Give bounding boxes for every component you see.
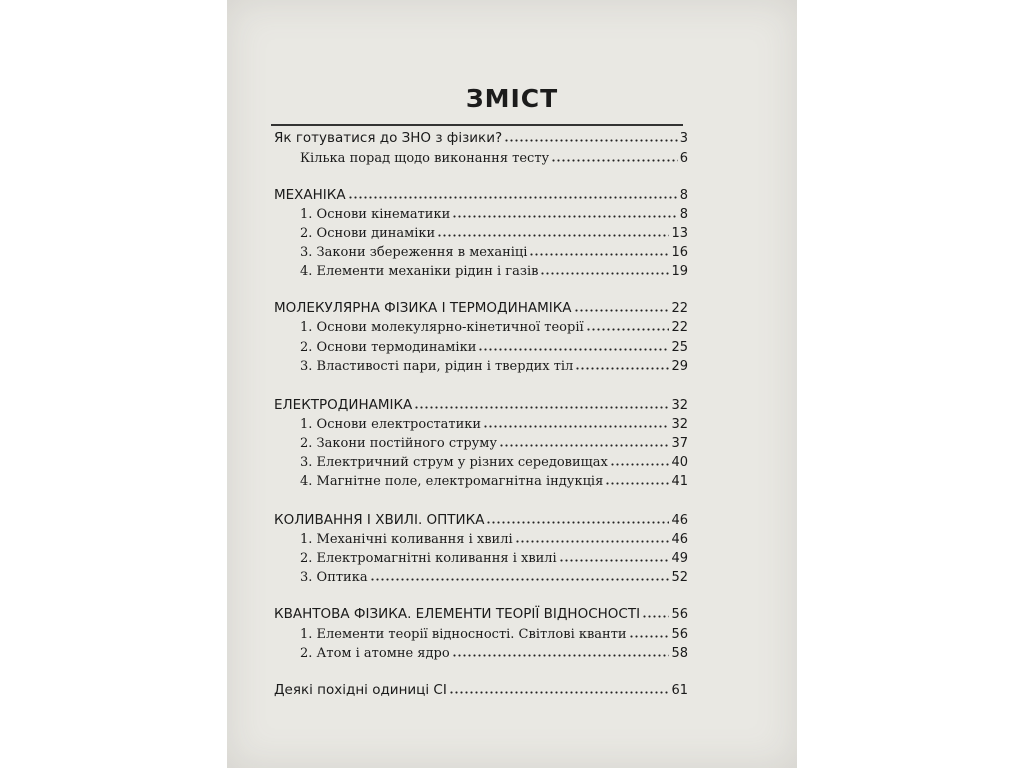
- toc-entry-page: 56: [671, 607, 688, 622]
- toc-entry-page: 22: [671, 301, 688, 316]
- toc-chapter: [300, 548, 688, 568]
- toc-chapter: [300, 317, 688, 337]
- toc-entry-page: 40: [671, 455, 688, 470]
- toc-entry-page: 46: [671, 532, 688, 547]
- leader-dots: [348, 185, 678, 199]
- toc-entry-page: 19: [671, 264, 688, 279]
- leader-dots: [452, 643, 670, 657]
- leader-dots: [483, 414, 669, 428]
- leader-dots: [610, 452, 670, 466]
- leader-dots: [551, 148, 678, 162]
- toc-entry-label: МЕХАНІКА: [274, 187, 346, 203]
- leader-dots: [515, 529, 670, 543]
- toc-entry-si-units: [274, 680, 688, 700]
- toc-entry-page: 29: [671, 359, 688, 374]
- book-page: [227, 0, 797, 768]
- toc-entry-label: ЕЛЕКТРОДИНАМІКА: [274, 397, 413, 413]
- toc-entry-label: 1. Основи кінематики: [300, 207, 451, 222]
- leader-dots: [574, 298, 670, 312]
- leader-dots: [504, 128, 678, 142]
- toc-entry-label: КОЛИВАННЯ І ХВИЛІ. ОПТИКА: [274, 512, 485, 528]
- leader-dots: [586, 317, 670, 331]
- toc-section-molecular-physics: [274, 298, 688, 318]
- table-of-contents: [227, 0, 797, 768]
- toc-entry-page: 46: [671, 513, 688, 528]
- toc-entry-page: 8: [679, 188, 688, 203]
- leader-dots: [559, 548, 670, 562]
- toc-chapter: [300, 242, 688, 262]
- toc-section-oscillations-optics: [274, 510, 688, 530]
- toc-entry-page: 16: [671, 245, 688, 260]
- toc-entry-page: 41: [671, 474, 688, 489]
- toc-section-quantum-physics: [274, 604, 688, 624]
- toc-entry-page: 37: [671, 436, 688, 451]
- toc-entry-label: 2. Основи динаміки: [300, 226, 436, 241]
- toc-entry-label: Кілька порад щодо виконання тесту: [300, 151, 550, 166]
- leader-dots: [529, 242, 669, 256]
- toc-entry-label: 1. Механічні коливання і хвилі: [300, 532, 513, 547]
- toc-entry-label: 3. Властивості пари, рідин і твердих тіл: [300, 359, 574, 374]
- toc-chapter: [300, 452, 688, 472]
- leader-dots: [449, 680, 670, 694]
- toc-chapter: [300, 624, 688, 644]
- toc-entry-label: 2. Атом і атомне ядро: [300, 646, 450, 661]
- leader-dots: [370, 567, 670, 581]
- toc-entry-page: 13: [671, 226, 688, 241]
- leader-dots: [452, 204, 677, 218]
- page-title: ЗМІСТ: [465, 84, 559, 113]
- toc-chapter: [300, 529, 688, 549]
- toc-chapter: [300, 433, 688, 453]
- toc-entry-page: 6: [679, 151, 688, 166]
- toc-entry-page: 25: [671, 340, 688, 355]
- toc-entry-label: 4. Елементи механіки рідин і газів: [300, 264, 539, 279]
- toc-chapter: [300, 643, 688, 663]
- toc-entry-label: 1. Основи молекулярно-кінетичної теорії: [300, 320, 584, 335]
- toc-section-mechanics: [274, 185, 688, 205]
- toc-entry-page: 61: [671, 683, 688, 698]
- toc-entry-intro: [274, 128, 688, 148]
- toc-entry-page: 52: [671, 570, 688, 585]
- toc-entry-label: 1. Основи електростатики: [300, 417, 482, 432]
- toc-entry-label: Як готуватися до ЗНО з фізики?: [274, 130, 503, 146]
- toc-entry-page: 56: [671, 627, 688, 642]
- toc-chapter: [300, 223, 688, 243]
- toc-chapter: [300, 356, 688, 376]
- toc-entry-label: КВАНТОВА ФІЗИКА. ЕЛЕМЕНТИ ТЕОРІЇ ВІДНОСНОСТІ: [274, 606, 641, 622]
- leader-dots: [486, 510, 669, 524]
- toc-entry-page: 32: [671, 398, 688, 413]
- toc-entry-label: 3. Закони збереження в механіці: [300, 245, 528, 260]
- leader-dots: [575, 356, 669, 370]
- toc-chapter: [300, 414, 688, 434]
- toc-entry-page: 58: [671, 646, 688, 661]
- toc-entry-page: 8: [679, 207, 688, 222]
- toc-chapter: [300, 204, 688, 224]
- toc-chapter: [300, 337, 688, 357]
- leader-dots: [629, 624, 670, 638]
- leader-dots: [437, 223, 669, 237]
- toc-chapter: [300, 261, 688, 281]
- toc-entry-page: 3: [679, 131, 688, 146]
- toc-entry-label: Деякі похідні одиниці СІ: [274, 682, 447, 698]
- toc-section-electrodynamics: [274, 395, 688, 415]
- toc-entry-label: 3. Електричний струм у різних середовищах: [300, 455, 608, 470]
- leader-dots: [605, 471, 669, 485]
- leader-dots: [499, 433, 669, 447]
- leader-dots: [478, 337, 669, 351]
- toc-entry-page: 32: [671, 417, 688, 432]
- toc-entry-page: 22: [671, 320, 688, 335]
- toc-chapter: [300, 471, 688, 491]
- toc-chapter: [300, 567, 688, 587]
- toc-entry-page: 49: [671, 551, 688, 566]
- toc-entry-label: 3. Оптика: [300, 570, 368, 585]
- toc-entry-label: 2. Закони постійного струму: [300, 436, 498, 451]
- toc-entry-label: МОЛЕКУЛЯРНА ФІЗИКА І ТЕРМОДИНАМІКА: [274, 300, 572, 316]
- toc-entry-tips: [300, 148, 688, 168]
- leader-dots: [642, 604, 669, 618]
- toc-entry-label: 4. Магнітне поле, електромагнітна індукція: [300, 474, 604, 489]
- toc-entry-label: 1. Елементи теорії відносності. Світлові кванти: [300, 627, 627, 642]
- leader-dots: [414, 395, 669, 409]
- leader-dots: [540, 261, 669, 275]
- toc-entry-label: 2. Основи термодинаміки: [300, 340, 477, 355]
- toc-entry-label: 2. Електромагнітні коливання і хвилі: [300, 551, 557, 566]
